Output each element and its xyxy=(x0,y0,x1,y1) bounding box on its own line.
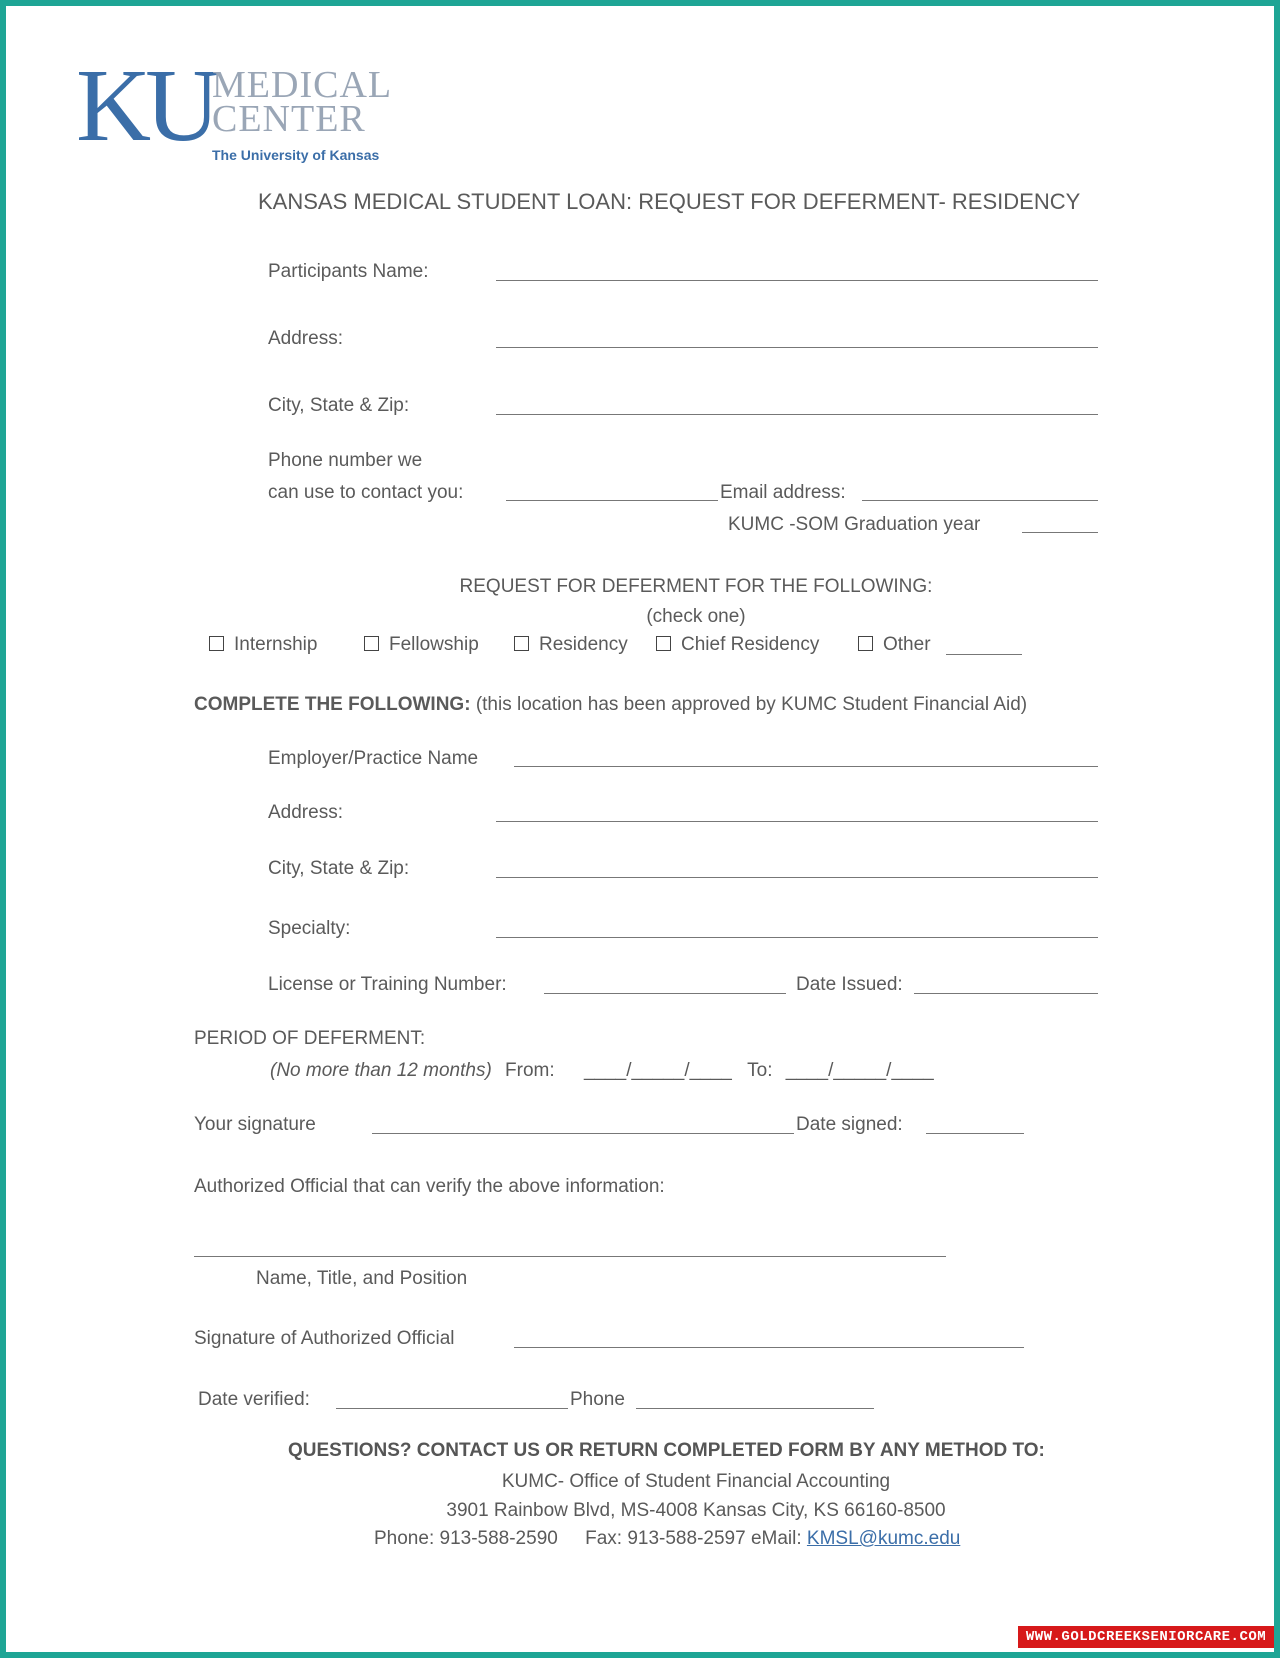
your-signature-label: Your signature xyxy=(194,1114,316,1135)
phone-label-line2: can use to contact you: xyxy=(268,482,464,503)
participant-address-field[interactable] xyxy=(496,347,1098,348)
participant-address-label: Address: xyxy=(268,328,343,349)
employer-label: Employer/Practice Name xyxy=(268,748,479,769)
date-signed-label: Date signed: xyxy=(796,1114,903,1135)
phone-field[interactable] xyxy=(506,500,718,501)
option-label: Fellowship xyxy=(389,634,479,655)
footer-questions: QUESTIONS? CONTACT US OR RETURN COMPLETED FORM BY ANY METHOD TO: xyxy=(288,1440,1045,1461)
participant-city-field[interactable] xyxy=(496,414,1098,415)
footer-phone: Phone: 913-588-2590 xyxy=(374,1528,558,1549)
official-phone-label: Phone xyxy=(570,1389,625,1410)
other-field[interactable] xyxy=(946,654,1022,655)
phone-label-line1: Phone number we xyxy=(268,450,423,471)
date-issued-label: Date Issued: xyxy=(796,974,903,995)
official-name-field[interactable] xyxy=(194,1256,946,1257)
option-label: Chief Residency xyxy=(681,634,820,655)
specialty-label: Specialty: xyxy=(268,918,351,939)
footer-fax: Fax: 913-588-2597 xyxy=(585,1528,746,1549)
graduation-year-field[interactable] xyxy=(1022,532,1098,533)
period-from-field[interactable]: ____/_____/____ xyxy=(583,1060,732,1081)
form-title: KANSAS MEDICAL STUDENT LOAN: REQUEST FOR DEFERMENT- RESIDENCY xyxy=(258,189,1081,214)
employer-address-label: Address: xyxy=(268,802,343,823)
footer-office: KUMC- Office of Student Financial Accounting xyxy=(501,1471,891,1492)
date-issued-field[interactable] xyxy=(914,993,1098,994)
request-heading: REQUEST FOR DEFERMENT FOR THE FOLLOWING: xyxy=(459,576,933,597)
license-label: License or Training Number: xyxy=(268,974,507,995)
employer-city-field[interactable] xyxy=(496,877,1098,878)
official-signature-label: Signature of Authorized Official xyxy=(194,1328,455,1349)
complete-heading-rest: (this location has been approved by KUMC Student Financial Aid) xyxy=(475,694,1028,715)
period-to-label: To: xyxy=(747,1060,773,1081)
employer-address-field[interactable] xyxy=(496,821,1098,822)
logo-university: The University of Kansas xyxy=(212,147,380,163)
checkbox-icon[interactable] xyxy=(858,636,873,651)
checkbox-icon[interactable] xyxy=(656,636,671,651)
official-phone-field[interactable] xyxy=(636,1408,874,1409)
logo-center: CENTER xyxy=(212,98,366,140)
participant-name-field[interactable] xyxy=(496,280,1098,281)
license-field[interactable] xyxy=(544,993,786,994)
complete-heading-bold: COMPLETE THE FOLLOWING: xyxy=(194,694,471,715)
date-verified-label: Date verified: xyxy=(198,1389,310,1410)
official-signature-field[interactable] xyxy=(514,1347,1024,1348)
option-chief-residency[interactable] xyxy=(656,634,819,656)
participant-city-label: City, State & Zip: xyxy=(268,395,410,416)
date-verified-field[interactable] xyxy=(336,1408,568,1409)
option-label: Residency xyxy=(539,634,628,655)
request-subheading: (check one) xyxy=(646,606,746,627)
footer-contact xyxy=(374,1528,960,1550)
option-label: Internship xyxy=(234,634,318,655)
period-note: (No more than 12 months) xyxy=(270,1060,492,1081)
logo-ku-letters: KU xyxy=(76,48,215,163)
option-internship[interactable] xyxy=(209,634,317,656)
logo-medical: MEDICAL xyxy=(212,64,393,106)
logo-medical-center xyxy=(212,64,393,140)
option-residency[interactable] xyxy=(514,634,628,656)
option-other[interactable] xyxy=(858,634,931,656)
option-label: Other xyxy=(883,634,931,655)
checkbox-icon[interactable] xyxy=(209,636,224,651)
email-label: Email address: xyxy=(720,482,846,503)
period-to-field[interactable]: ____/_____/____ xyxy=(785,1060,934,1081)
checkbox-icon[interactable] xyxy=(514,636,529,651)
official-intro: Authorized Official that can verify the above information: xyxy=(194,1176,665,1197)
footer-email-label: eMail: xyxy=(750,1528,802,1549)
your-signature-field[interactable] xyxy=(372,1133,794,1134)
footer-email-link[interactable]: KMSL@kumc.edu xyxy=(806,1528,961,1549)
watermark-url: WWW.GOLDCREEKSENIORCARE.COM xyxy=(1018,1626,1274,1648)
official-name-title-label: Name, Title, and Position xyxy=(256,1268,468,1289)
option-fellowship[interactable] xyxy=(364,634,479,656)
period-row xyxy=(270,1060,934,1082)
specialty-field[interactable] xyxy=(496,937,1098,938)
email-field[interactable] xyxy=(862,500,1098,501)
date-signed-field[interactable] xyxy=(926,1133,1024,1134)
period-heading: PERIOD OF DEFERMENT: xyxy=(194,1028,426,1049)
footer-address: 3901 Rainbow Blvd, MS-4008 Kansas City, KS 66160-8500 xyxy=(446,1500,946,1521)
graduation-year-label: KUMC -SOM Graduation year xyxy=(728,514,981,535)
checkbox-icon[interactable] xyxy=(364,636,379,651)
period-from-label: From: xyxy=(505,1060,555,1081)
employer-city-label: City, State & Zip: xyxy=(268,858,410,879)
complete-heading xyxy=(194,694,1027,716)
employer-field[interactable] xyxy=(514,766,1098,767)
participant-name-label: Participants Name: xyxy=(268,261,429,282)
